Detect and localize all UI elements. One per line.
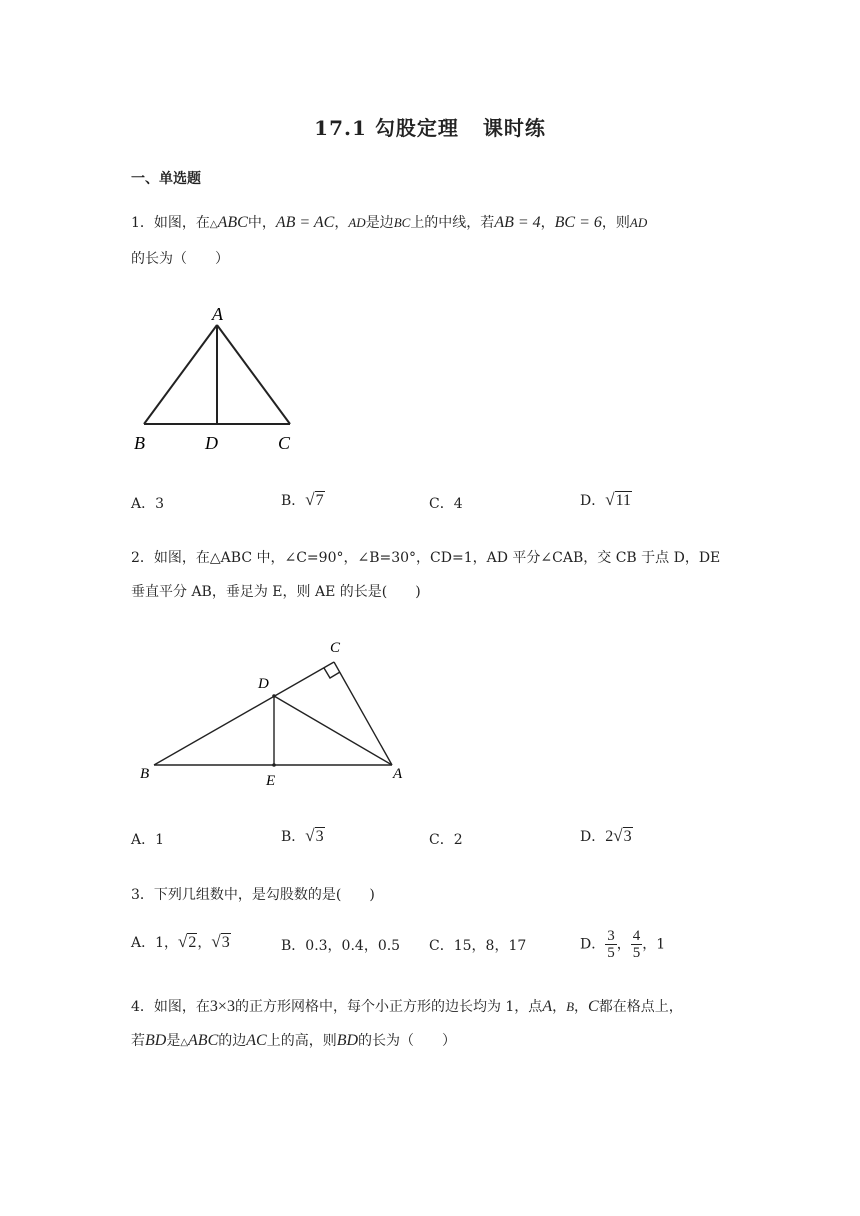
question-2: 2．如图，在△ABC 中，∠C=90°，∠B=30°，CD=1，AD 平分∠CAB，交 CB 于点 D，DE 垂直平分 AB，垂足为 E，则 AE 的长是( ) bbox=[131, 550, 721, 600]
label-b: B bbox=[140, 766, 150, 782]
q2-option-d[interactable]: D．2√3 bbox=[580, 826, 632, 845]
title-sub: 课时练 bbox=[482, 116, 546, 140]
figure-1-triangle bbox=[128, 298, 308, 458]
q1-option-d[interactable]: D．√11 bbox=[580, 490, 631, 509]
question-1: 1．如图，在△ABC中，AB = AC，AD是边BC上的中线，若AB = 4，BC = 6，则AD 的长为（ ） bbox=[131, 214, 648, 267]
q3-option-b[interactable]: B．0.3，0.4，0.5 bbox=[281, 938, 401, 954]
label-a: A bbox=[393, 766, 403, 782]
q2-option-b[interactable]: B．√3 bbox=[281, 826, 324, 845]
title-main: 17.1 勾股定理 bbox=[314, 116, 459, 140]
question-4: 4．如图，在3×3的正方形网格中，每个小正方形的边长均为 1，点A，B，C都在格点上， 若BD是△ABC的边AC上的高，则BD的长为（ ） bbox=[131, 998, 683, 1049]
section-heading: 一、单选题 bbox=[131, 171, 201, 187]
q1-options bbox=[131, 490, 771, 523]
q3-option-c[interactable]: C．15，8，17 bbox=[429, 938, 527, 954]
label-c: C bbox=[278, 433, 291, 453]
label-e: E bbox=[266, 773, 276, 789]
label-c: C bbox=[330, 640, 341, 656]
sqrt-symbol: √7 bbox=[305, 490, 324, 509]
page-title bbox=[0, 112, 860, 141]
fraction: $\frac{4}{5}$ bbox=[632, 928, 641, 961]
q2-option-a[interactable]: A．1 bbox=[131, 832, 165, 848]
label-d: D bbox=[205, 433, 218, 453]
q3-options bbox=[131, 928, 771, 972]
q2-options bbox=[131, 826, 771, 859]
question-3: 3．下列几组数中，是勾股数的是( ) bbox=[131, 887, 375, 903]
figure-2-right-triangle bbox=[132, 632, 422, 792]
q3-option-a[interactable]: A．1，√2，√3 bbox=[131, 932, 230, 951]
q3-option-d[interactable]: D． $\frac{3}{5}$ ， $\frac{4}{5}$ ，1 bbox=[580, 928, 666, 961]
sqrt-symbol: √3 bbox=[305, 826, 324, 845]
label-a: A bbox=[212, 304, 223, 324]
fraction: $\frac{3}{5}$ bbox=[607, 928, 615, 961]
label-b: B bbox=[134, 433, 145, 453]
q2-option-c[interactable]: C．2 bbox=[429, 832, 463, 848]
q1-option-c[interactable]: C．4 bbox=[429, 496, 463, 512]
label-d: D bbox=[258, 676, 269, 692]
q1-option-a[interactable]: A．3 bbox=[131, 496, 165, 512]
sqrt-symbol: √11 bbox=[605, 490, 631, 509]
q1-option-b[interactable]: B．√7 bbox=[281, 490, 324, 509]
